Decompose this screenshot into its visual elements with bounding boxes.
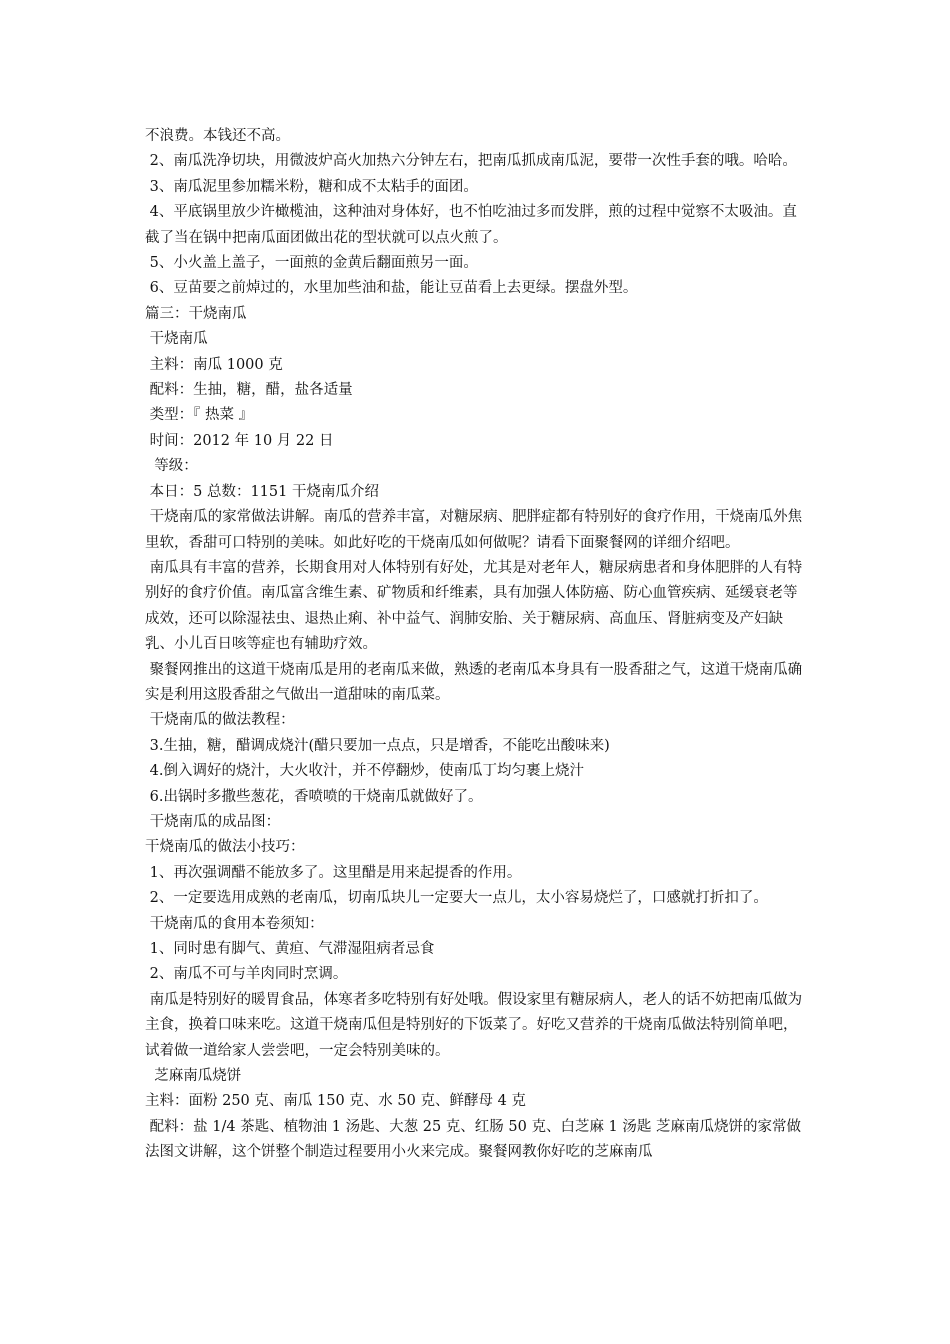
text-line: 等级： (145, 458, 198, 475)
text-line: 干烧南瓜的食用本卷须知： (145, 915, 324, 932)
text-line: 2、南瓜洗净切块，用微波炉高火加热六分钟左右，把南瓜抓成南瓜泥，要带一次性手套的哦。哈哈。 (145, 153, 797, 170)
text-paragraph: 2、一定要选用成熟的老南瓜，切南瓜块儿一定要大一点儿，太小容易烧烂了，口感就打折扣了。 (145, 890, 768, 907)
text-line: 4、平底锅里放少许橄榄油，这种油对身体好，也不怕吃油过多而发胖，煎的过程中觉察不太吸油。直截了当在锅中把南瓜面团做出花的型状就可以点火煎了。 (145, 204, 797, 246)
text-line: 配料：生抽，糖，醋，盐各适量 (145, 382, 353, 399)
text-paragraph: 聚餐网推出的这道干烧南瓜是用的老南瓜来做，熟透的老南瓜本身具有一股香甜之气，这道干烧南瓜确实是利用这股香甜之气做出一道甜味的南瓜菜。 (145, 661, 803, 703)
text-line: 主料：面粉 250 克、南瓜 150 克、水 50 克、鲜酵母 4 克 (145, 1093, 526, 1110)
text-line: 5、小火盖上盖子，一面煎的金黄后翻面煎另一面。 (145, 255, 478, 272)
text-paragraph: 干烧南瓜的家常做法讲解。南瓜的营养丰富，对糖尿病、肥胖症都有特别好的食疗作用，干烧南瓜外焦里软，香甜可口特别的美味。如此好吃的干烧南瓜如何做呢？请看下面聚餐网的详细介绍吧。 (145, 509, 803, 551)
text-line: 3.生抽，糖，醋调成烧汁(醋只要加一点点，只是增香，不能吃出酸味来) (145, 737, 610, 754)
text-line: 干烧南瓜的做法教程： (145, 712, 295, 729)
section-heading: 篇三：干烧南瓜 (145, 305, 247, 322)
document-body (145, 124, 810, 1166)
text-line: 6.出锅时多撒些葱花，香喷喷的干烧南瓜就做好了。 (145, 788, 483, 805)
recipe-title: 干烧南瓜 (145, 331, 208, 348)
recipe-title: 芝麻南瓜烧饼 (145, 1068, 242, 1085)
text-line: 不浪费。本钱还不高。 (145, 128, 290, 144)
text-line: 类型：『 热菜 』 (145, 407, 254, 424)
text-line: 主料：南瓜 1000 克 (145, 356, 283, 373)
text-line: 3、南瓜泥里参加糯米粉，糖和成不太粘手的面团。 (145, 178, 478, 195)
text-paragraph: 南瓜是特别好的暖胃食品，体寒者多吃特别有好处哦。假设家里有糖尿病人，老人的话不妨把南瓜做为主食，换着口味来吃。这道干烧南瓜但是特别好的下饭菜了。好吃又营养的干烧南瓜做法特别简单吧，试着做一道给家人尝尝吧，一定会特别美味的。 (145, 991, 803, 1059)
text-line: 4.倒入调好的烧汁，大火收汁，并不停翻炒，使南瓜丁均匀裹上烧汁 (145, 763, 584, 780)
text-line: 时间：2012 年 10 月 22 日 (145, 432, 334, 449)
text-line: 1、同时患有脚气、黄疸、气滞湿阻病者忌食 (145, 941, 435, 957)
text-line: 1、再次强调醋不能放多了。这里醋是用来起提香的作用。 (145, 864, 522, 881)
text-line: 本日：5 总数：1151 干烧南瓜介绍 (145, 483, 379, 500)
text-line: 2、南瓜不可与羊肉同时烹调。 (145, 966, 348, 983)
text-line: 干烧南瓜的做法小技巧： (145, 839, 305, 856)
text-paragraph: 配料：盐 1/4 茶匙、植物油 1 汤匙、大葱 25 克、红肠 50 克、白芝麻 1 汤匙 芝麻南瓜烧饼的家常做法图文讲解，这个饼整个制造过程要用小火来完成。聚餐网教你好吃的芝麻南瓜 (145, 1118, 801, 1161)
text-paragraph: 南瓜具有丰富的营养，长期食用对人体特别有好处，尤其是对老年人，糖尿病患者和身体肥胖的人有特别好的食疗价值。南瓜富含维生素、矿物质和纤维素，具有加强人体防癌、防心血管疾病、延缓衰老等成效，还可以除湿祛虫、退热止痢、补中益气、润肺安胎、关于糖尿病、高血压、肾脏病变及产妇缺乳、小儿百日咳等症也有辅助疗效。 (145, 559, 803, 653)
text-line: 干烧南瓜的成品图： (145, 813, 281, 830)
text-line: 6、豆苗要之前焯过的，水里加些油和盐，能让豆苗看上去更绿。摆盘外型。 (145, 280, 638, 297)
